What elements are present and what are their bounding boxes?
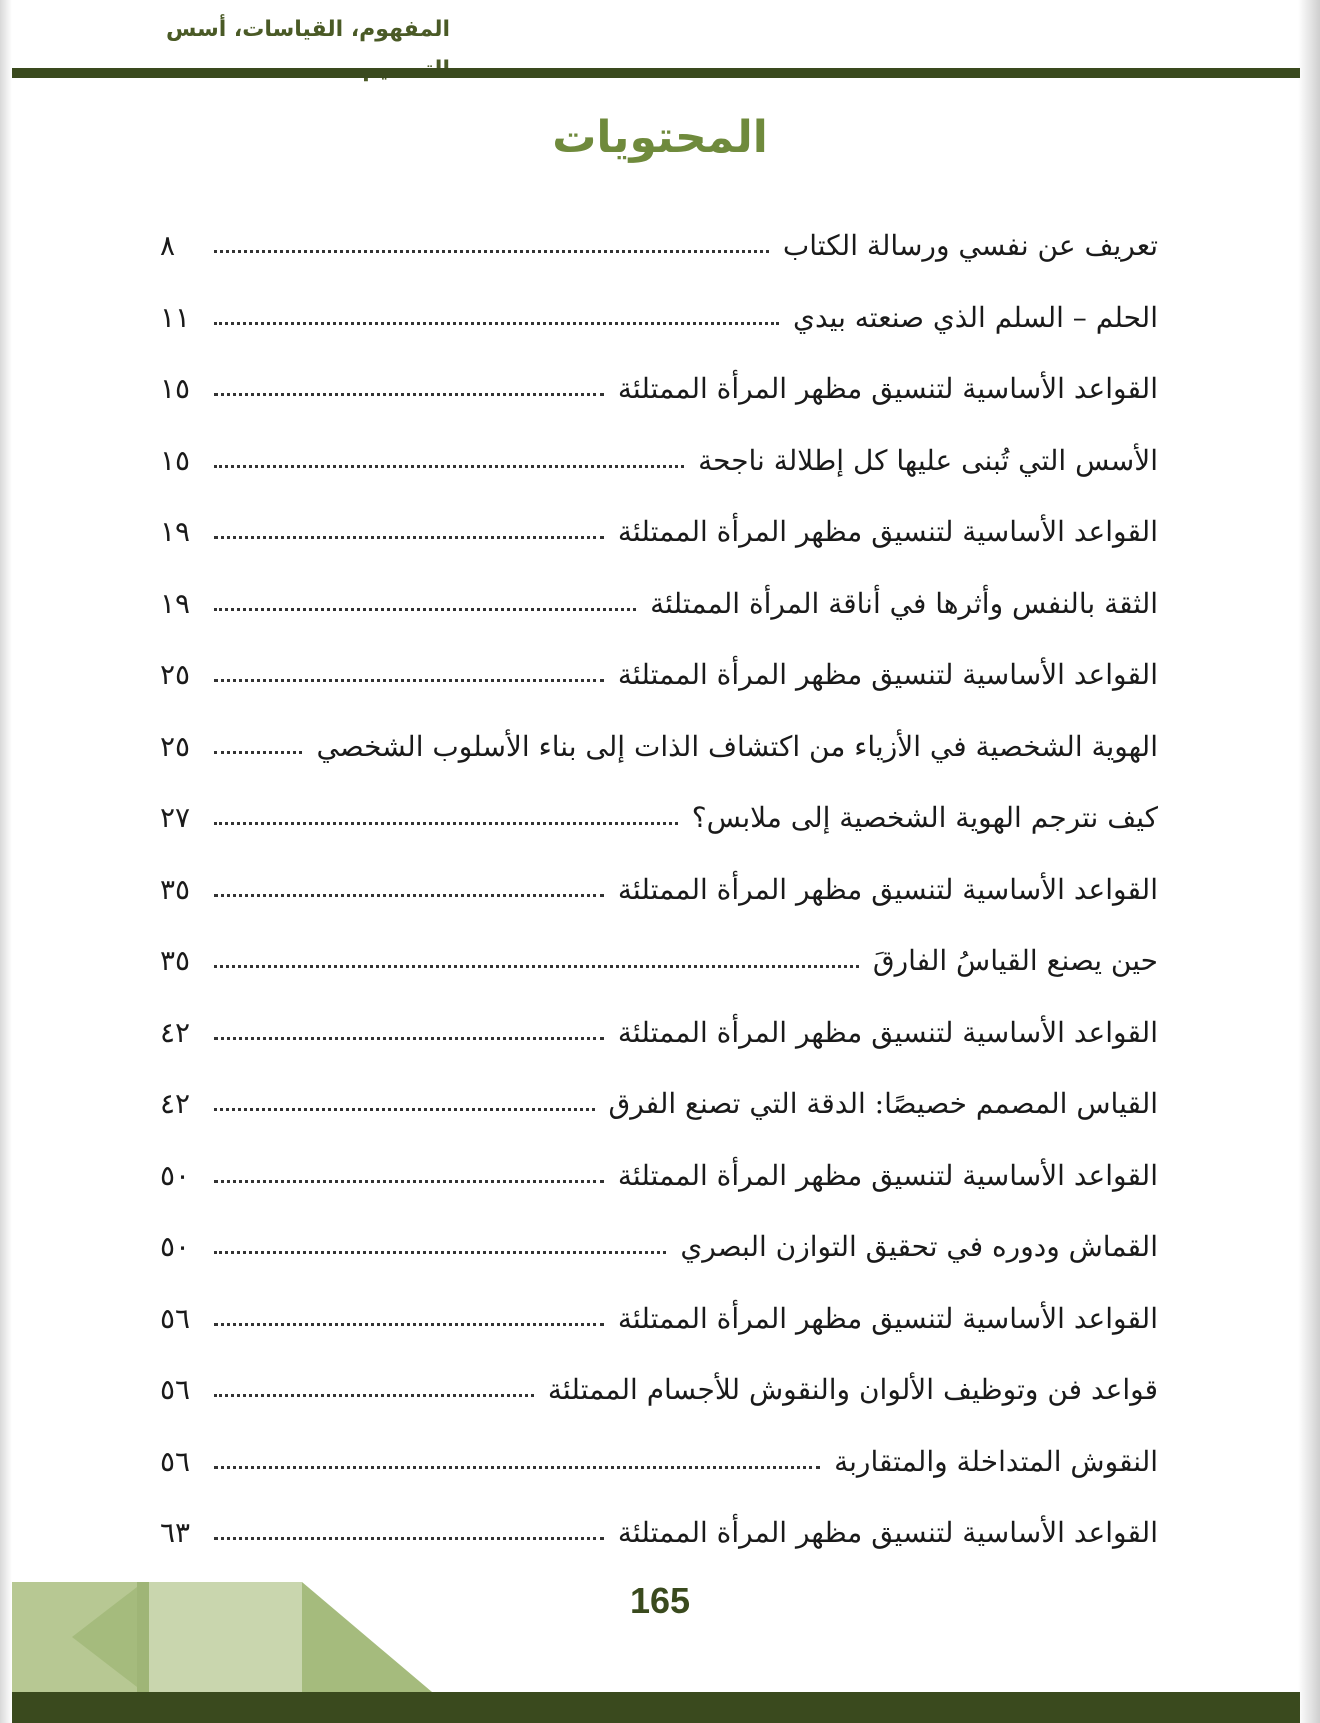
toc-entry-page: ٥٠ [160,1158,191,1192]
toc-entry-page: ٣٥ [160,944,191,978]
toc-title: المحتويات [552,112,768,163]
dot-leader [214,751,302,754]
toc-entry [160,782,1158,854]
dot-leader [214,1466,820,1469]
toc-entry-page: ٥٦ [160,1373,191,1407]
dot-leader [214,1180,604,1183]
toc-entry [160,854,1158,926]
dot-leader [214,322,779,325]
toc-entry-title: كيف نترجم الهوية الشخصية إلى ملابس؟ [691,801,1158,835]
dot-leader [214,536,604,539]
toc-entry [160,1354,1158,1426]
dot-leader [214,608,636,611]
toc-entry-title: القواعد الأساسية لتنسيق مظهر المرأة الممتلئة [617,1158,1158,1192]
toc-entry-page: ٥٠ [160,1230,191,1264]
dot-leader [214,1108,595,1111]
toc-entry [160,496,1158,568]
toc-entry-title: القواعد الأساسية لتنسيق مظهر المرأة الممتلئة [617,872,1158,906]
toc-entry [160,282,1158,354]
dot-leader [214,1037,604,1040]
toc-entry-page: ١٥ [160,443,191,477]
dot-leader [214,679,604,682]
toc-list [160,210,1158,1569]
toc-entry-title: القواعد الأساسية لتنسيق مظهر المرأة الممتلئة [617,515,1158,549]
dot-leader [214,1323,604,1326]
toc-entry-page: ٤٢ [160,1015,191,1049]
dot-leader [214,965,859,968]
toc-entry-title: الحلم – السلم الذي صنعته بيدي [793,300,1158,334]
toc-entry [160,711,1158,783]
toc-entry [160,1140,1158,1212]
toc-entry-page: ١٥ [160,372,191,406]
toc-entry-page: ٨ [160,229,176,263]
toc-entry-title: القواعد الأساسية لتنسيق مظهر المرأة الممتلئة [617,372,1158,406]
toc-entry-title: القواعد الأساسية لتنسيق مظهر المرأة الممتلئة [617,658,1158,692]
toc-entry [160,1283,1158,1355]
toc-entry-page: ٥٦ [160,1444,191,1478]
toc-entry-title: القواعد الأساسية لتنسيق مظهر المرأة الممتلئة [617,1015,1158,1049]
toc-entry-title: الأسس التي تُبنى عليها كل إطلالة ناجحة [698,443,1158,477]
dot-leader [214,250,769,253]
running-header: المفهوم، القياسات، أسس [165,17,450,42]
toc-entry-page: ٦٣ [160,1516,191,1550]
toc-entry [160,1426,1158,1498]
toc-entry-page: ٢٥ [160,729,191,763]
toc-entry-title: القياس المصمم خصيصًا: الدقة التي تصنع الفرق [608,1087,1158,1121]
toc-entry [160,1497,1158,1569]
toc-entry-page: ٥٦ [160,1301,191,1335]
toc-entry-page: ٣٥ [160,872,191,906]
toc-entry [160,425,1158,497]
dot-leader [214,465,684,468]
toc-entry-title: قواعد فن وتوظيف الألوان والنقوش للأجسام الممتلئة [547,1373,1158,1407]
dot-leader [214,1537,604,1540]
dot-leader [214,822,678,825]
dot-leader [214,393,604,396]
toc-entry-title: القواعد الأساسية لتنسيق مظهر المرأة الممتلئة [617,1516,1158,1550]
page-gutter-shadow [0,0,12,1723]
toc-entry-page: ١٩ [160,515,191,549]
toc-entry-title: القماش ودوره في تحقيق التوازن البصري [680,1230,1158,1264]
toc-entry [160,353,1158,425]
toc-entry-page: ٢٥ [160,658,191,692]
dot-leader [214,1251,666,1254]
header-rule [12,68,1300,78]
toc-entry-page: ١١ [160,300,191,334]
toc-entry [160,568,1158,640]
page-number: 165 [629,1580,691,1621]
toc-entry [160,925,1158,997]
toc-entry-title: الثقة بالنفس وأثرها في أناقة المرأة الممتلئة [650,586,1158,620]
footer-decoration [12,1582,432,1692]
dot-leader [214,894,604,897]
toc-entry-title: تعريف عن نفسي ورسالة الكتاب [782,229,1158,263]
toc-entry [160,1068,1158,1140]
toc-entry-page: ١٩ [160,586,191,620]
page-edge-shadow [1298,0,1320,1723]
toc-entry [160,1211,1158,1283]
toc-entry [160,210,1158,282]
toc-entry-page: ٤٢ [160,1087,191,1121]
footer-band [12,1692,1300,1723]
toc-entry-title: النقوش المتداخلة والمتقاربة [834,1444,1158,1478]
toc-entry [160,639,1158,711]
toc-entry [160,997,1158,1069]
toc-entry-page: ٢٧ [160,801,191,835]
toc-entry-title: القواعد الأساسية لتنسيق مظهر المرأة الممتلئة [617,1301,1158,1335]
toc-entry-title: الهوية الشخصية في الأزياء من اكتشاف الذات إلى بناء الأسلوب الشخصي [316,729,1158,763]
toc-entry-title: حين يصنع القياسُ الفارقَ [872,944,1158,978]
dot-leader [214,1394,534,1397]
